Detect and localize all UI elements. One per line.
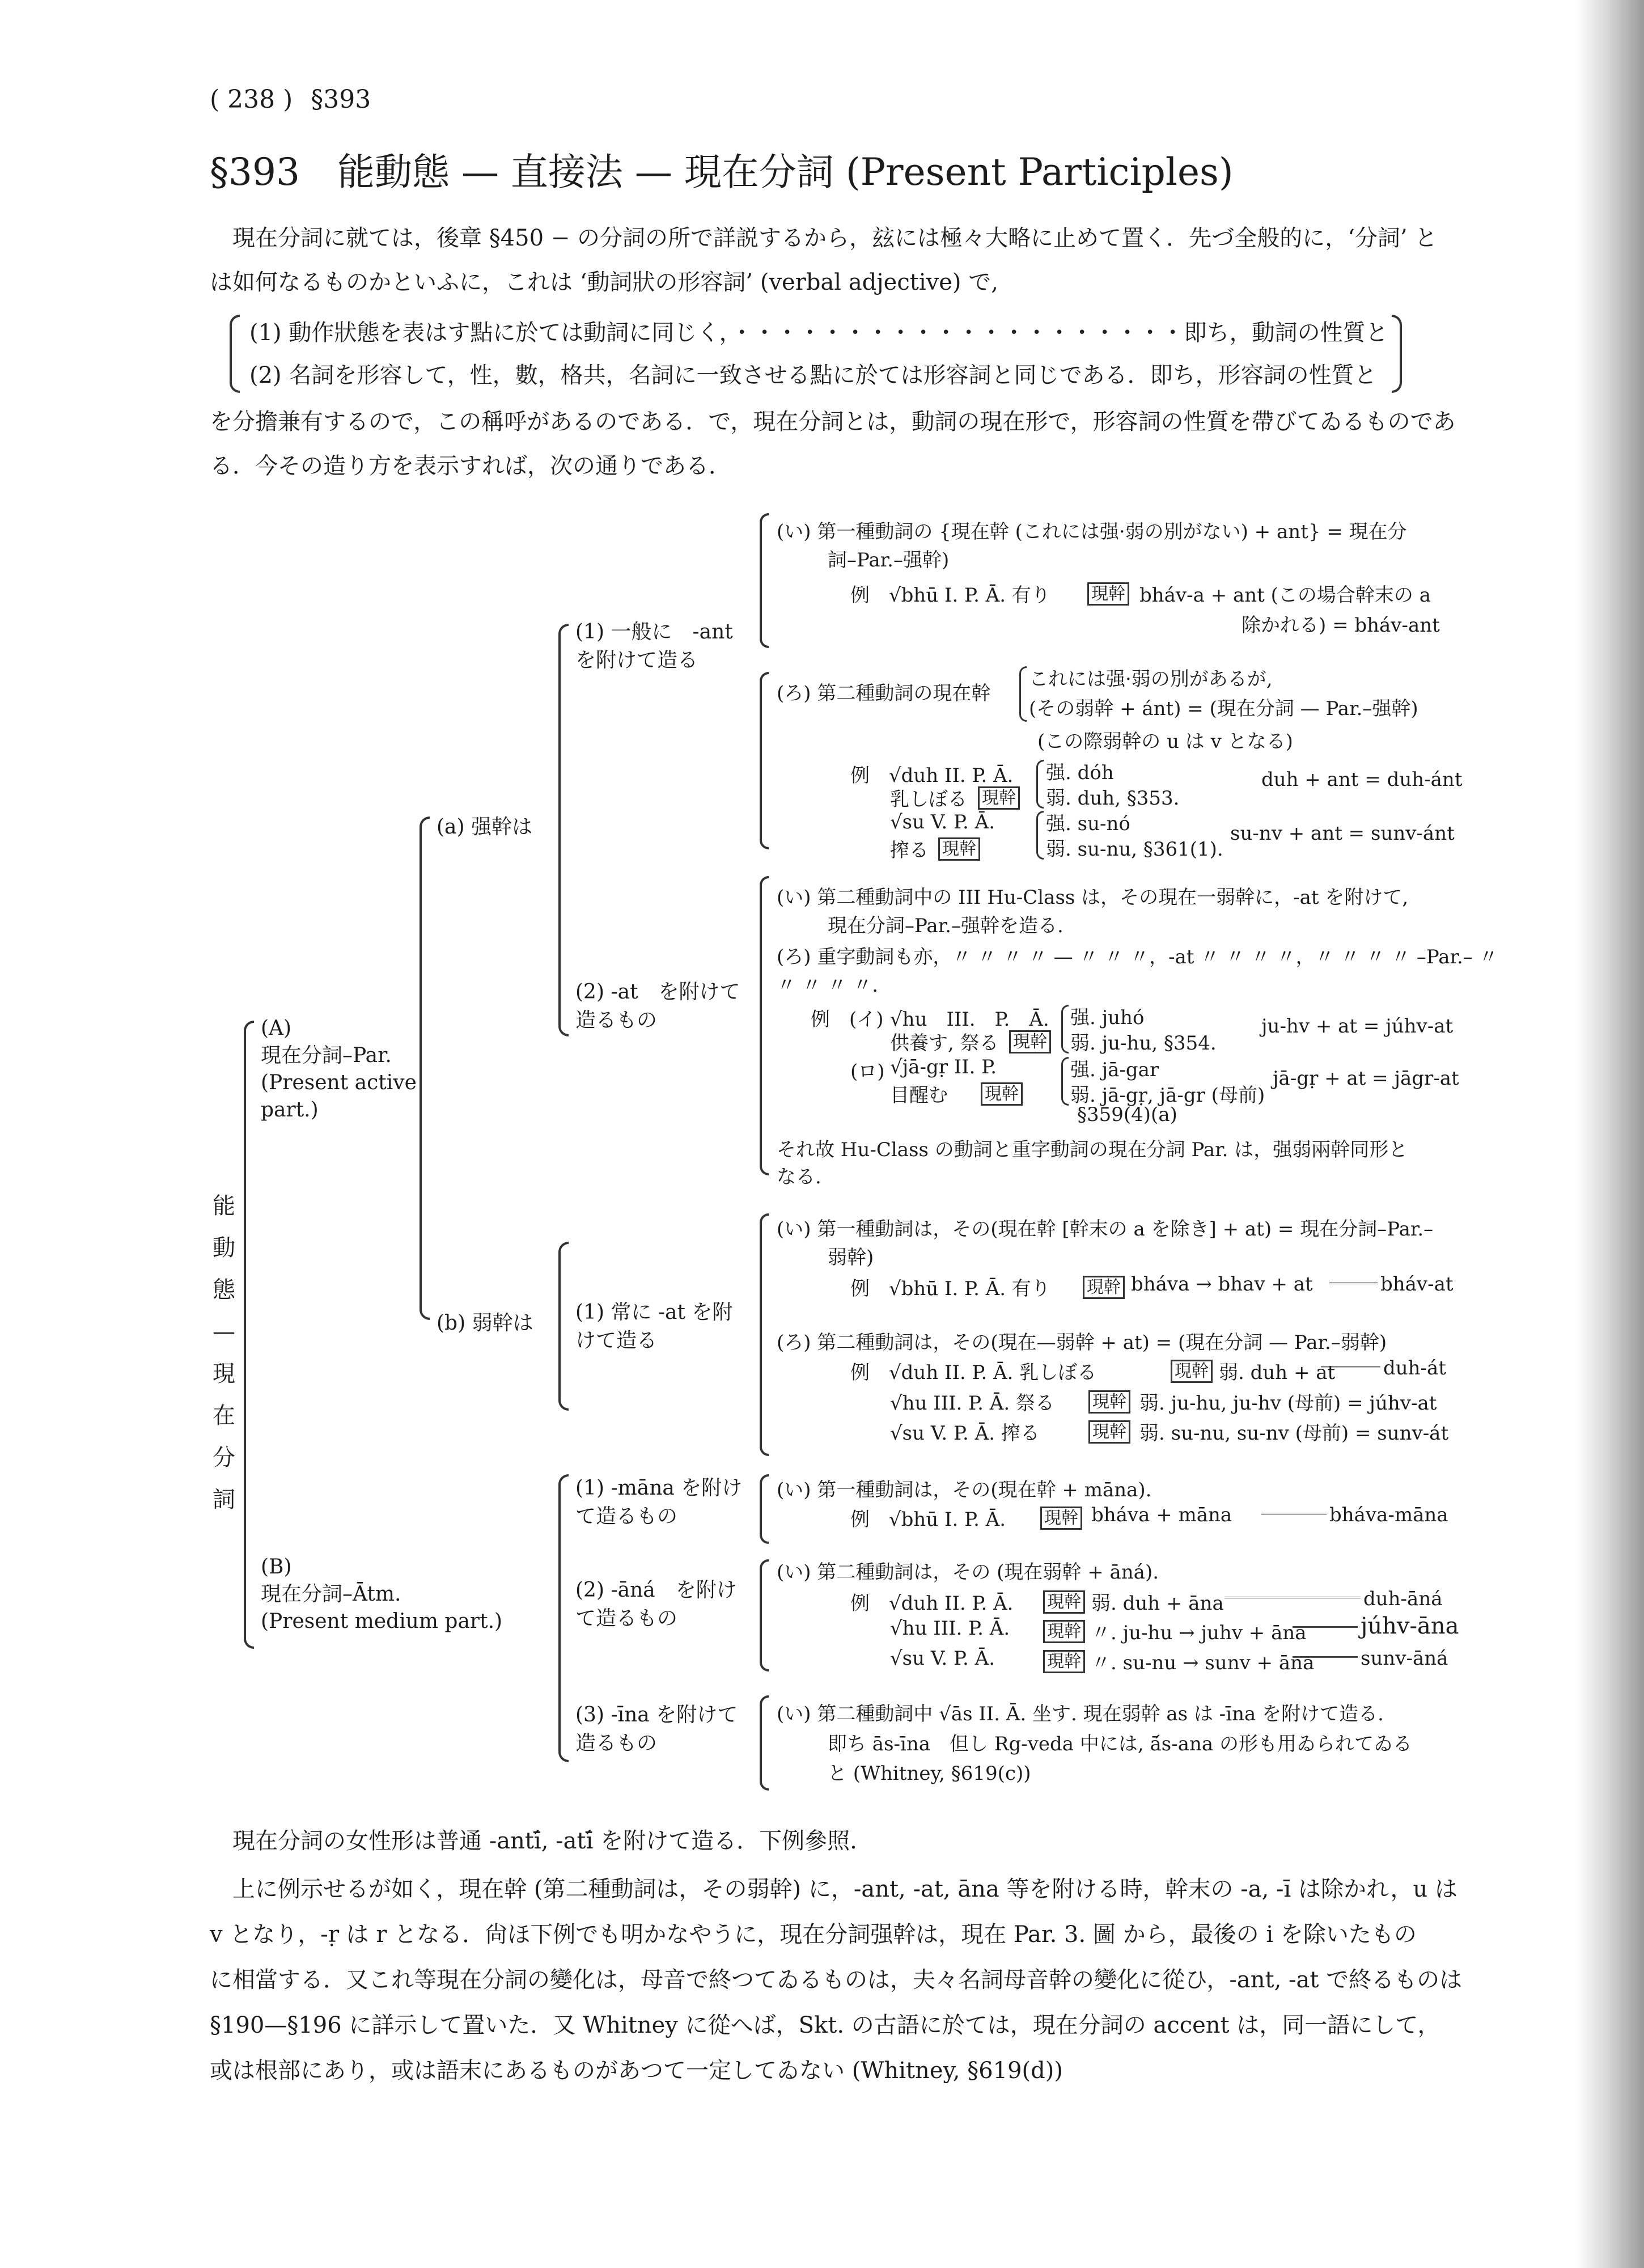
tree-text: 弱. duh, §353. — [1046, 787, 1180, 810]
tree-text: √hu III. P. Ā. — [890, 1008, 1049, 1031]
tree-text: duh-át — [1383, 1357, 1446, 1380]
tree-text: 弱. jā-gṛ, jā-gr (母前) — [1070, 1084, 1265, 1107]
tree-text: duh-āná — [1363, 1588, 1443, 1610]
tree-text: (ろ) 第二種動詞の現在幹 — [777, 682, 991, 705]
tree-text: (ろ) 重字動詞も亦，〃 〃 〃 〃 — 〃 〃 〃，-at 〃 〃 〃 〃，〃 〃 〃 〃 –Par.– 〃 — [777, 946, 1498, 968]
tree-text: 例 √duh II. P. Ā. — [850, 1592, 1014, 1615]
closing-line: §190—§196 に詳示して置いた．又 Whitney に從へば，Skt. の古語に於ては，現在分詞の accent は，同一語にして， — [210, 2012, 1440, 2038]
tree-text: 詞–Par.–强幹) — [828, 549, 950, 572]
tree-text: júhv-āna — [1361, 1613, 1459, 1639]
closing-line: 或は根部にあり，或は語末にあるものがあつて一定してゐない (Whitney, §619(d)) — [210, 2058, 1063, 2084]
tree-text: (その弱幹 + ánt) = (現在分詞 — Par.–强幹) — [1029, 697, 1418, 720]
stem-box-label: 現幹 — [1043, 1620, 1085, 1643]
tree-text: √hu III. P. Ā. 祭る — [890, 1392, 1054, 1415]
tree-text: 乳しぼる — [890, 788, 967, 811]
tree-text: それ故 Hu-Class の動詞と重字動詞の現在分詞 Par. は，强弱兩幹同形と — [777, 1139, 1408, 1161]
branch-B2-label: (2) -āná を附け て造るもの — [575, 1579, 737, 1630]
tree-text: bháv-a + ant (この場合幹末の a — [1139, 584, 1431, 607]
tree-text: duh + ant = duh-ánt — [1261, 768, 1463, 791]
branch-A-label: (A) 現在分詞–Par. (Present active part.) — [261, 1017, 417, 1122]
tree-text: これには强·弱の別があるが, — [1029, 668, 1273, 691]
stem-box-label: 現幹 — [1088, 1390, 1130, 1414]
tree-text: 例 √duh II. P. Ā. 乳しぼる — [850, 1361, 1097, 1384]
sub-brace — [1036, 811, 1044, 860]
brace-a1ro — [760, 672, 769, 849]
after-brace-line: る．今その造り方を表示すれば，次の通りである． — [210, 453, 731, 479]
tree-text: bháv-at — [1380, 1273, 1454, 1296]
tree-text: (い) 第一種動詞の {現在幹 (これには强·弱の別がない) + ant} = 現在分 — [777, 521, 1407, 543]
tree-text: (い) 第一種動詞は，その(現在幹 + māna). — [777, 1479, 1152, 1501]
tree-text: 弱. ju-hu, ju-hv (母前) = júhv-at — [1139, 1392, 1437, 1415]
closing-line: v となり，-ṛ は r となる．尙ほ下例でも明かなやうに，現在分詞强幹は，現在 Par. 3. 圖 から，最後の i を除いたもの — [210, 1922, 1417, 1948]
tree-root-label: 能動態—現在分詞 — [213, 1193, 235, 1513]
equals-rule — [1321, 1366, 1380, 1368]
equals-rule — [1293, 1626, 1358, 1628]
tree-text: 供養す, 祭る — [890, 1032, 999, 1055]
closing-line: に相當する．又これ等現在分詞の變化は，母音で終つてゐるものは，夫々名詞母音幹の變化に從ひ，-ant, -at で終るものは — [210, 1967, 1463, 1993]
tree-text: bháva-māna — [1329, 1504, 1448, 1526]
tree-text: 强. su-nó — [1046, 813, 1130, 835]
brace-B — [558, 1474, 569, 1762]
tree-text: 例 √bhū I. P. Ā. — [850, 1508, 1006, 1531]
tree-text: §359(4)(a) — [1077, 1103, 1177, 1126]
tree-text: 弱. su-nu, su-nv (母前) = sunv-át — [1139, 1422, 1449, 1445]
stem-box-label: 現幹 — [1171, 1360, 1213, 1383]
tree-text: bháva → bhav + at — [1131, 1273, 1313, 1296]
section-ref: §393 — [311, 85, 371, 114]
tree-text: 現在分詞–Par.–强幹を造る. — [828, 915, 1063, 937]
brace-B3 — [760, 1695, 769, 1791]
branch-b1-label: (1) 常に -at を附 けて造る — [575, 1301, 733, 1352]
tree-text: 搾る — [890, 839, 929, 862]
intro-line: は如何なるものかといふに，これは ‘動詞狀の形容詞’ (verbal adjective) で, — [210, 269, 998, 295]
tree-text: 弱. ju-hu, §354. — [1070, 1032, 1217, 1055]
branch-b-label: (b) 弱幹は — [437, 1311, 533, 1335]
stem-box-label: 現幹 — [1087, 582, 1129, 606]
stem-box-label: 現幹 — [1043, 1650, 1085, 1673]
equals-rule — [1329, 1283, 1378, 1284]
sub-brace — [1061, 1057, 1069, 1106]
stem-box-label: 現幹 — [1088, 1420, 1130, 1444]
root-brace — [244, 1021, 254, 1649]
stem-box-label: 現幹 — [1040, 1507, 1082, 1530]
tree-text: 弱. duh + āna — [1091, 1592, 1224, 1615]
closing-line: 現在分詞の女性形は普通 -antī́, -atī́ を附けて造る．下例參照. — [232, 1828, 857, 1854]
stem-box-label: 現幹 — [1043, 1590, 1085, 1614]
tree-text: √su V. P. Ā. — [890, 811, 995, 833]
tree-text: (ろ) 第二種動詞は，その(現在—弱幹 + at) = (現在分詞 — Par.–弱幹) — [777, 1331, 1387, 1354]
tree-text: 〃. ju-hu → juhv + āna — [1091, 1622, 1307, 1644]
tree-text: √jā-gṛ II. P. — [890, 1056, 997, 1078]
brace-a1i — [760, 513, 769, 648]
after-brace-line: を分擔兼有するので，この稱呼があるのである．で，現在分詞とは，動詞の現在形で，形容詞の性質を帶びてゐるものであ — [210, 409, 1456, 435]
brace-A — [420, 816, 430, 1320]
brace-line: (1) 動作狀態を表はす點に於ては動詞に同じく，・・・・・・・・・・・・・・・・・・・・即ち，動詞の性質と — [249, 320, 1388, 346]
tree-text: 目醒む — [890, 1084, 948, 1107]
tree-text: 除かれる) = bháv-ant — [1242, 614, 1440, 637]
tree-text: 例 √bhū I. P. Ā. 有り — [850, 1277, 1050, 1300]
equals-rule — [1293, 1656, 1358, 1658]
tree-text: √hu III. P. Ā. — [890, 1617, 1010, 1640]
branch-a-label: (a) 强幹は — [437, 815, 532, 839]
equals-rule — [1261, 1513, 1327, 1514]
brace-B2 — [760, 1559, 769, 1672]
section-title: §393 能動態 — 直接法 — 現在分詞 (Present Participles) — [210, 150, 1234, 194]
stem-box-label: 現幹 — [1009, 1030, 1051, 1053]
stem-box-label: 現幹 — [1083, 1276, 1125, 1299]
branch-a2-label: (2) -at を附けて 造るもの — [575, 980, 740, 1032]
tree-text: (い) 第一種動詞は，その(現在幹 [幹末の a を除き] + at) = 現在分詞–Par.– — [777, 1218, 1434, 1241]
sub-brace — [1061, 1005, 1069, 1053]
tree-text: ju-hv + at = júhv-at — [1261, 1015, 1454, 1038]
brace-a2 — [760, 876, 769, 1175]
brace-line: (2) 名詞を形容して，性，數，格共，名詞に一致させる點に於ては形容詞と同じである．即ち，形容詞の性質と — [249, 362, 1377, 388]
sub-brace — [1036, 760, 1044, 809]
branch-a1-label: (1) 一般に -ant を附けて造る — [575, 620, 733, 672]
tree-text: √su V. P. Ā. — [890, 1647, 995, 1670]
equals-rule — [1224, 1597, 1361, 1598]
tree-text: 弱. su-nu, §361(1). — [1046, 838, 1223, 861]
page-number: ( 238 ) — [210, 85, 293, 114]
page-edge-shadow — [1576, 0, 1644, 2268]
tree-text: (い) 第二種動詞中 √ās II. Ā. 坐す. 現在弱幹 as は -īna を附けて造る. — [777, 1703, 1384, 1725]
tree-text: 强. dóh — [1046, 761, 1114, 784]
tree-text: sunv-āná — [1361, 1647, 1448, 1670]
tree-text: √su V. P. Ā. 搾る — [890, 1422, 1040, 1445]
tree-text: 〃 〃 〃 〃． — [777, 974, 892, 997]
tree-text: 例 √bhū I. P. Ā. 有り — [850, 584, 1050, 607]
tree-text: なる. — [777, 1166, 821, 1188]
stem-box-label: 現幹 — [938, 837, 980, 861]
tree-text: (この際弱幹の u は v となる) — [1037, 730, 1293, 753]
page-header — [210, 85, 371, 114]
tree-text: 弱幹) — [828, 1246, 874, 1269]
tree-text: su-nv + ant = sunv-ánt — [1230, 822, 1455, 845]
tree-text: 即ち ās-īna 但し Rg-veda 中には, ā́s-ana の形も用ゐられてゐる — [828, 1733, 1412, 1755]
tree-text: 例 (イ) — [811, 1008, 884, 1031]
tree-text: 〃. su-nu → sunv + āna — [1091, 1652, 1315, 1674]
tree-text: 强. juhó — [1070, 1006, 1145, 1029]
brace-b1 — [760, 1213, 769, 1456]
sub-brace — [1019, 666, 1027, 722]
tree-text: bháva + māna — [1091, 1504, 1232, 1526]
stem-box-label: 現幹 — [978, 786, 1020, 810]
branch-B3-label: (3) -īna を附けて 造るもの — [575, 1703, 738, 1755]
branch-B-label: (B) 現在分詞–Ātm. (Present medium part.) — [261, 1555, 503, 1633]
brace-B1 — [760, 1474, 769, 1544]
tree-text: (ロ) — [850, 1060, 885, 1083]
branch-B1-label: (1) -māna を附け て造るもの — [575, 1476, 743, 1528]
tree-text: jā-gṛ + at = jāgr-at — [1273, 1067, 1459, 1090]
brace-a — [558, 624, 569, 1036]
tree-text: 例 √duh II. P. Ā. — [850, 764, 1014, 787]
tree-text: 强. jā-gar — [1070, 1059, 1159, 1081]
closing-line: 上に例示せるが如く，現在幹 (第二種動詞は，その弱幹) に，-ant, -at, āna 等を附ける時，幹末の -a, -ī は除かれ，u は — [232, 1876, 1457, 1902]
tree-text: (い) 第二種動詞は，その (現在弱幹 + āná). — [777, 1561, 1159, 1584]
brace-b — [558, 1242, 569, 1411]
stem-box-label: 現幹 — [981, 1082, 1023, 1106]
left-brace — [230, 315, 240, 393]
right-brace — [1392, 315, 1402, 393]
tree-text: 弱. duh + at — [1219, 1361, 1336, 1384]
tree-text: (い) 第二種動詞中の III Hu-Class は，その現在一弱幹に，-at を附けて, — [777, 886, 1409, 909]
intro-line: 現在分詞に就ては，後章 §450 − の分詞の所で詳説するから，玆には極々大略に止めて置く．先づ全般的に，‘分詞’ と — [232, 225, 1438, 251]
tree-text: と (Whitney, §619(c)) — [828, 1762, 1031, 1785]
